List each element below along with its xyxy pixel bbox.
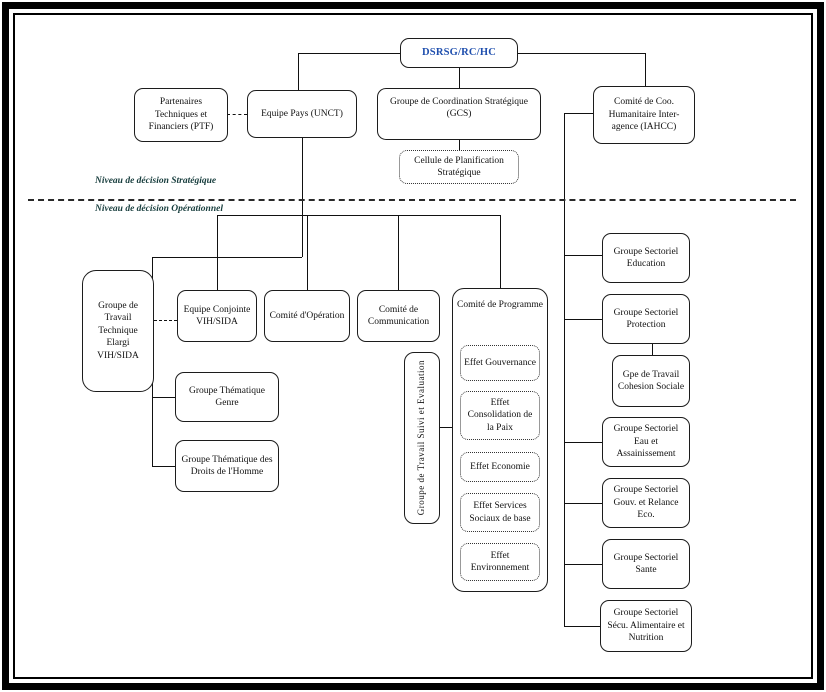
connector-dsrsg-gcs bbox=[459, 68, 460, 88]
connector-stub-gouv bbox=[564, 503, 602, 504]
node-gs-education: Groupe Sectoriel Education bbox=[602, 233, 690, 283]
connector-to-operation bbox=[307, 215, 308, 290]
node-effet-consolidation-paix: Effet Consolidation de la Paix bbox=[460, 391, 540, 440]
node-equipe-pays-unct: Equipe Pays (UNCT) bbox=[247, 90, 357, 138]
node-gs-eau-assainissement: Groupe Sectoriel Eau et Assainissement bbox=[602, 417, 690, 467]
connector-stub-secu bbox=[564, 626, 600, 627]
node-effet-environnement: Effet Environnement bbox=[460, 543, 540, 581]
node-groupe-thematique-genre: Groupe Thématique Genre bbox=[175, 372, 279, 422]
node-partenaires-ptf: Partenaires Techniques et Financiers (PTF) bbox=[134, 88, 228, 142]
connector-to-unct bbox=[298, 53, 299, 90]
node-dsrsg-rc-hc: DSRSG/RC/HC bbox=[400, 38, 518, 68]
gt-suivi-label: Groupe de Travail Suivi et Evaluation bbox=[416, 360, 427, 516]
node-cellule-planification: Cellule de Planification Stratégique bbox=[399, 150, 519, 184]
node-gt-suivi-evaluation bbox=[404, 352, 440, 524]
connector-stub-eau bbox=[564, 442, 602, 443]
connector-dsrsg-right bbox=[518, 53, 645, 54]
connector-to-programme bbox=[500, 215, 501, 288]
connector-stub-education bbox=[564, 255, 602, 256]
strategic-level-label: Niveau de décision Stratégique bbox=[95, 176, 217, 186]
connector-trunk-iahcc bbox=[564, 113, 593, 114]
connector-stub-genre bbox=[152, 397, 175, 398]
node-gtt-vih-sida: Groupe de Travail Technique Elargi VIH/SIDA bbox=[82, 270, 154, 392]
node-comite-communication: Comité de Communication bbox=[357, 290, 440, 342]
comite-programme-label: Comité de Programme bbox=[456, 300, 543, 310]
connector-to-communication bbox=[398, 215, 399, 290]
node-gs-gouv-relance: Groupe Sectoriel Gouv. et Relance Eco. bbox=[602, 478, 690, 528]
level-divider-line bbox=[28, 199, 796, 201]
node-gs-secu-alimentaire: Groupe Sectoriel Sécu. Alimentaire et Nutrition bbox=[600, 600, 692, 652]
node-effet-gouvernance: Effet Gouvernance bbox=[460, 345, 540, 381]
node-gs-protection: Groupe Sectoriel Protection bbox=[602, 294, 690, 344]
connector-left-branch bbox=[152, 257, 302, 258]
node-comite-operation: Comité d'Opération bbox=[264, 290, 350, 342]
node-equipe-conjointe-vih: Equipe Conjointe VIH/SIDA bbox=[177, 290, 257, 342]
connector-vih-dashed bbox=[154, 320, 177, 321]
connector-stub-droits bbox=[152, 466, 175, 467]
connector-to-equipe-conjointe bbox=[217, 215, 218, 290]
node-iahcc: Comité de Coo. Humanitaire Inter-agence (IAHCC) bbox=[593, 86, 695, 144]
connector-protection-cohesion bbox=[652, 344, 653, 355]
node-effet-services-sociaux: Effet Services Sociaux de base bbox=[460, 493, 540, 532]
connector-to-iahcc bbox=[645, 53, 646, 86]
node-effet-economie: Effet Economie bbox=[460, 452, 540, 482]
connector-dsrsg-left bbox=[298, 53, 400, 54]
node-gcs: Groupe de Coordination Stratégique (GCS) bbox=[377, 88, 541, 140]
connector-stub-protection bbox=[564, 319, 602, 320]
connector-gcs-cellule bbox=[459, 140, 460, 150]
node-gs-sante: Groupe Sectoriel Sante bbox=[602, 539, 690, 589]
connector-unct-down bbox=[302, 138, 303, 257]
connector-ptf-unct-dashed bbox=[227, 114, 247, 115]
connector-stub-sante bbox=[564, 564, 602, 565]
connector-distribution bbox=[217, 215, 501, 216]
connector-right-trunk bbox=[564, 113, 565, 626]
operational-level-label: Niveau de décision Opérationnel bbox=[95, 204, 223, 214]
node-gt-cohesion-sociale: Gpe de Travail Cohesion Sociale bbox=[612, 355, 690, 407]
node-groupe-thematique-droits: Groupe Thématique des Droits de l'Homme bbox=[175, 440, 279, 492]
